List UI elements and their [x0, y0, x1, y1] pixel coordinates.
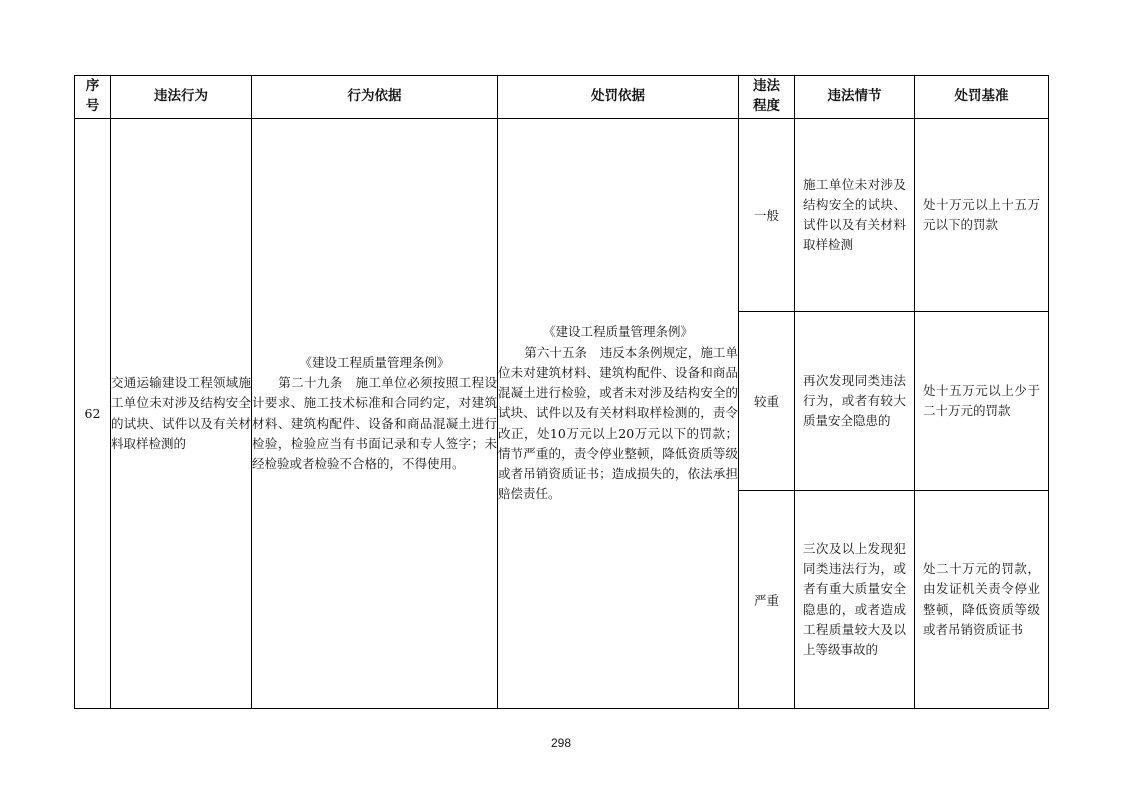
row-basis: [252, 119, 498, 709]
basis-text: 第二十九条 施工单位必须按照工程设计要求、施工技术标准和合同约定，对建筑材料、建筑构配件、设备和商品混凝土进行检验，检验应当有书面记录和专人签字；未经检验或者检验不合格的，不得使用。: [252, 375, 497, 471]
basis-title: 《建设工程质量管理条例》: [299, 354, 450, 370]
header-standard: 处罚基准: [915, 76, 1049, 119]
header-circumstance: 违法情节: [795, 76, 915, 119]
page-number: 298: [550, 736, 572, 750]
standard-serious: 处十五万元以上少于二十万元的罚款: [915, 312, 1049, 491]
degree-serious: 较重: [739, 312, 795, 491]
header-seq: 序号: [75, 76, 111, 119]
header-degree: 违法程度: [739, 76, 795, 119]
circumstance-serious: 再次发现同类违法行为，或者有较大质量安全隐患的: [795, 312, 915, 491]
circumstance-severe: 三次及以上发现犯同类违法行为，或者有重大质量安全隐患的，或者造成工程质量较大及以上等级事故的: [795, 491, 915, 709]
penalty-text: 第六十五条 违反本条例规定，施工单位未对建筑材料、建筑构配件、设备和商品混凝土进行检验，或者未对涉及结构安全的试块、试件以及有关材料取样检测的，责令改正，处10万元以上20万元以下的罚款；情节严重的，责令停业整顿，降低资质等级或者吊销资质证书；造成损失的，依法承担赔偿责任。: [498, 344, 738, 502]
circumstance-general: 施工单位未对涉及结构安全的试块、试件以及有关材料取样检测: [795, 119, 915, 312]
header-violation: 违法行为: [111, 76, 252, 119]
row-penalty-basis: [498, 119, 739, 709]
penalty-title: 《建设工程质量管理条例》: [542, 324, 693, 340]
penalty-standard-table: [74, 75, 1049, 709]
degree-general: 一般: [739, 119, 795, 312]
degree-severe: 严重: [739, 491, 795, 709]
table-row: [75, 119, 1049, 312]
table-header-row: [75, 76, 1049, 119]
standard-severe: 处二十万元的罚款，由发证机关责令停业整顿，降低资质等级或者吊销资质证书: [915, 491, 1049, 709]
row-seq: 62: [75, 119, 111, 709]
header-basis: 行为依据: [252, 76, 498, 119]
row-violation: 交通运输建设工程领域施工单位未对涉及结构安全的试块、试件以及有关材料取样检测的: [111, 119, 252, 709]
header-penalty-basis: 处罚依据: [498, 76, 739, 119]
standard-general: 处十万元以上十五万元以下的罚款: [915, 119, 1049, 312]
